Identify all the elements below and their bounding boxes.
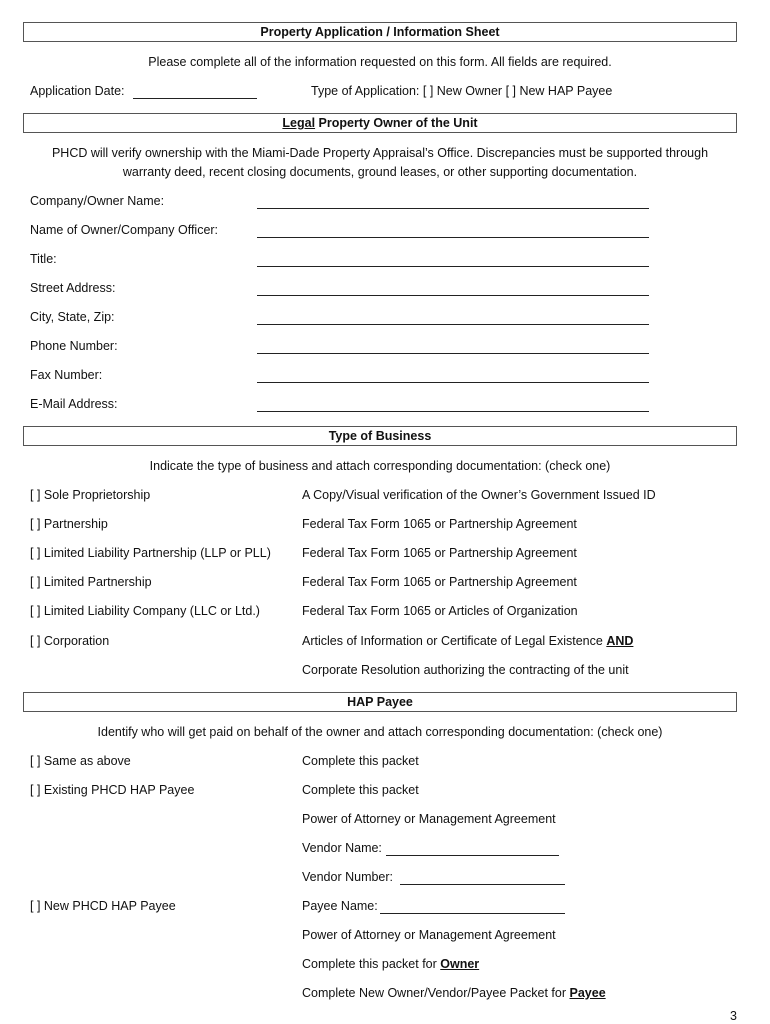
hap-payee-box: [23, 692, 737, 712]
form-title: Property Application / Information Sheet: [260, 25, 500, 39]
legal-owner-title: [282, 116, 477, 130]
fax-number-field[interactable]: [257, 382, 649, 383]
application-type: [311, 84, 612, 98]
checkbox-new-hap-payee-option[interactable]: [ ] New PHCD HAP Payee: [30, 899, 176, 913]
phone-number-label: Phone Number:: [30, 339, 118, 353]
city-state-zip-label: City, State, Zip:: [30, 310, 115, 324]
legal-owner-box: [23, 113, 737, 133]
vendor-number-field[interactable]: [400, 884, 565, 885]
checkbox-sole-proprietorship[interactable]: [ ] Sole Proprietorship: [30, 488, 151, 502]
page-number: 3: [730, 1009, 737, 1023]
title-field[interactable]: [257, 266, 649, 267]
corporation-doc: [302, 634, 633, 648]
business-instruction: Indicate the type of business and attach corresponding documentation: (check one): [149, 459, 611, 473]
company-owner-name-field[interactable]: [257, 208, 649, 209]
corporation-doc-and: AND: [606, 634, 634, 648]
legal-owner-desc-2: warranty deed, recent closing documents, ground leases, or other supporting documentation.: [122, 165, 638, 179]
checkbox-partnership[interactable]: [ ] Partnership: [30, 517, 108, 531]
checkbox-existing-hap-payee[interactable]: [ ] Existing PHCD HAP Payee: [30, 783, 195, 797]
checkbox-llp[interactable]: [ ] Limited Liability Partnership (LLP or PLL): [30, 546, 271, 560]
street-address-label: Street Address:: [30, 281, 116, 295]
sole-proprietorship-doc: A Copy/Visual verification of the Owner’s Government Issued ID: [302, 488, 656, 502]
new-hap-doc-3: [302, 957, 479, 971]
checkbox-new-hap-payee[interactable]: [ ] New HAP Payee: [505, 84, 613, 98]
new-hap-doc-2: Power of Attorney or Management Agreement: [302, 928, 556, 942]
partnership-doc: Federal Tax Form 1065 or Partnership Agreement: [302, 517, 577, 531]
vendor-number-label: Vendor Number:: [302, 870, 394, 884]
owner-officer-name-label: Name of Owner/Company Officer:: [30, 223, 219, 237]
form-title-box: [23, 22, 737, 42]
street-address-field[interactable]: [257, 295, 649, 296]
owner-emphasis: Owner: [440, 957, 480, 971]
email-address-field[interactable]: [257, 411, 649, 412]
new-hap-doc-4-text: Complete New Owner/Vendor/Payee Packet for: [302, 986, 570, 1000]
legal-owner-title-rest: Property Owner of the Unit: [315, 116, 478, 130]
hap-payee-title: HAP Payee: [347, 695, 413, 709]
checkbox-same-as-above[interactable]: [ ] Same as above: [30, 754, 131, 768]
type-of-business-box: [23, 426, 737, 446]
existing-hap-doc-1: Complete this packet: [302, 783, 419, 797]
city-state-zip-field[interactable]: [257, 324, 649, 325]
llc-doc: Federal Tax Form 1065 or Articles of Organization: [302, 604, 578, 618]
application-date-field[interactable]: [133, 98, 257, 99]
owner-officer-name-field[interactable]: [257, 237, 649, 238]
new-hap-doc-4: [302, 986, 606, 1000]
company-owner-name-label: Company/Owner Name:: [30, 194, 165, 208]
payee-name-label: Payee Name:: [302, 899, 378, 913]
corporation-doc-text: Articles of Information or Certificate of Legal Existence: [302, 634, 607, 648]
corporate-resolution-doc: Corporate Resolution authorizing the contracting of the unit: [302, 663, 629, 677]
type-of-business-title: Type of Business: [328, 429, 432, 443]
intro-text: Please complete all of the information requested on this form. All fields are required.: [148, 55, 612, 69]
legal-owner-desc-1: PHCD will verify ownership with the Miami-Dade Property Appraisal’s Office. Discrepancies must be supported through: [51, 146, 709, 160]
legal-word: Legal: [282, 116, 316, 130]
email-address-label: E-Mail Address:: [30, 397, 118, 411]
payee-name-field[interactable]: [380, 913, 565, 914]
hap-instruction: Identify who will get paid on behalf of the owner and attach corresponding documentation: (check one): [97, 725, 663, 739]
phone-number-field[interactable]: [257, 353, 649, 354]
fax-number-label: Fax Number:: [30, 368, 103, 382]
same-as-above-doc: Complete this packet: [302, 754, 419, 768]
new-hap-doc-3-text: Complete this packet for: [302, 957, 441, 971]
application-type-label: Type of Application:: [311, 84, 420, 98]
existing-hap-doc-2: Power of Attorney or Management Agreement: [302, 812, 556, 826]
checkbox-llc[interactable]: [ ] Limited Liability Company (LLC or Ltd.): [30, 604, 260, 618]
limited-partnership-doc: Federal Tax Form 1065 or Partnership Agreement: [302, 575, 577, 589]
checkbox-corporation[interactable]: [ ] Corporation: [30, 634, 110, 648]
checkbox-limited-partnership[interactable]: [ ] Limited Partnership: [30, 575, 152, 589]
title-label: Title:: [30, 252, 57, 266]
payee-emphasis: Payee: [569, 986, 606, 1000]
application-date-label: Application Date:: [30, 84, 125, 98]
vendor-name-field[interactable]: [386, 855, 559, 856]
vendor-name-label: Vendor Name:: [302, 841, 382, 855]
checkbox-new-owner[interactable]: [ ] New Owner: [422, 84, 503, 98]
llp-doc: Federal Tax Form 1065 or Partnership Agreement: [302, 546, 577, 560]
